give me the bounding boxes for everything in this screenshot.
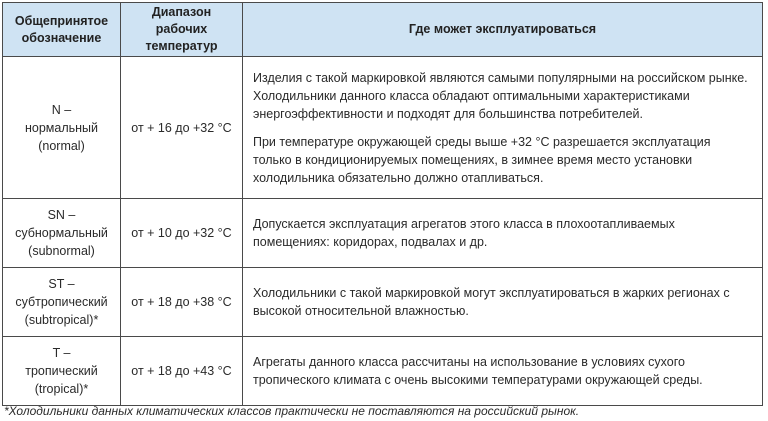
table-row <box>3 337 763 406</box>
class-title: субнормальный <box>15 226 108 240</box>
header-temperature-line: рабочих температур <box>145 22 218 53</box>
class-name-cell <box>3 268 121 337</box>
class-title: субтропический <box>15 295 108 309</box>
class-title-en: (normal) <box>38 138 85 153</box>
header-temperature-line: Диапазон <box>151 5 212 19</box>
class-title: тропический <box>25 364 98 378</box>
header-designation <box>3 3 121 57</box>
header-designation-line: обозначение <box>21 30 102 45</box>
class-name-cell <box>3 199 121 268</box>
usage-description-cell <box>243 199 763 268</box>
header-designation-line: Общепринятое <box>14 13 109 28</box>
usage-description-cell <box>243 268 763 337</box>
class-name-cell <box>3 57 121 199</box>
class-name-cell <box>3 337 121 406</box>
usage-description-cell <box>243 57 763 199</box>
header-usage: Где может эксплуатироваться <box>243 3 763 57</box>
temperature-range-cell: от + 16 до +32 °C <box>121 57 243 199</box>
class-title-en: (subnormal) <box>28 244 95 258</box>
class-code: N – <box>51 102 72 117</box>
header-temperature-range <box>121 3 243 57</box>
table-footnote: *Холодильники данных климатических классов практически не поставляются на российский рынок. <box>4 404 580 418</box>
table-row <box>3 57 763 199</box>
class-code: SN – <box>47 208 76 222</box>
table-row <box>3 199 763 268</box>
usage-paragraph: Допускается эксплуатация агрегатов этого класса в плохоотапливаемых помещениях: коридорах, подвалах и др. <box>253 217 675 249</box>
class-title: нормальный <box>24 120 99 135</box>
class-title-en: (tropical)* <box>34 382 89 396</box>
temperature-range-cell: от + 10 до +32 °C <box>121 199 243 268</box>
temperature-range-cell: от + 18 до +43 °C <box>121 337 243 406</box>
usage-paragraph: Агрегаты данного класса рассчитаны на использование в условиях сухого тропического климата с очень высокими температурами окружающей среды. <box>253 355 703 387</box>
temperature-range-cell: от + 18 до +38 °C <box>121 268 243 337</box>
climate-class-table-container <box>2 2 762 406</box>
class-code: T – <box>52 346 71 360</box>
usage-paragraph: Изделия с такой маркировкой являются самыми популярными на российском рынке. Холодильники данного класса обладают оптимальными характеристиками энергоэффективности и подходят для большинства потребителей. <box>253 70 748 121</box>
class-code: ST – <box>48 277 75 291</box>
usage-paragraph: При температуре окружающей среды выше +32 °C разрешается эксплуатация только в кондиционируемых помещениях, в зимнее время место установки холодильника обязательно должно отапливаться. <box>253 134 711 185</box>
class-title-en: (subtropical)* <box>24 313 99 327</box>
climate-class-table <box>2 2 763 406</box>
usage-paragraph: Холодильники с такой маркировкой могут эксплуатироваться в жарких регионах с высокой относительной влажностью. <box>253 286 730 318</box>
usage-description-cell <box>243 337 763 406</box>
table-row <box>3 268 763 337</box>
table-header-row <box>3 3 763 57</box>
